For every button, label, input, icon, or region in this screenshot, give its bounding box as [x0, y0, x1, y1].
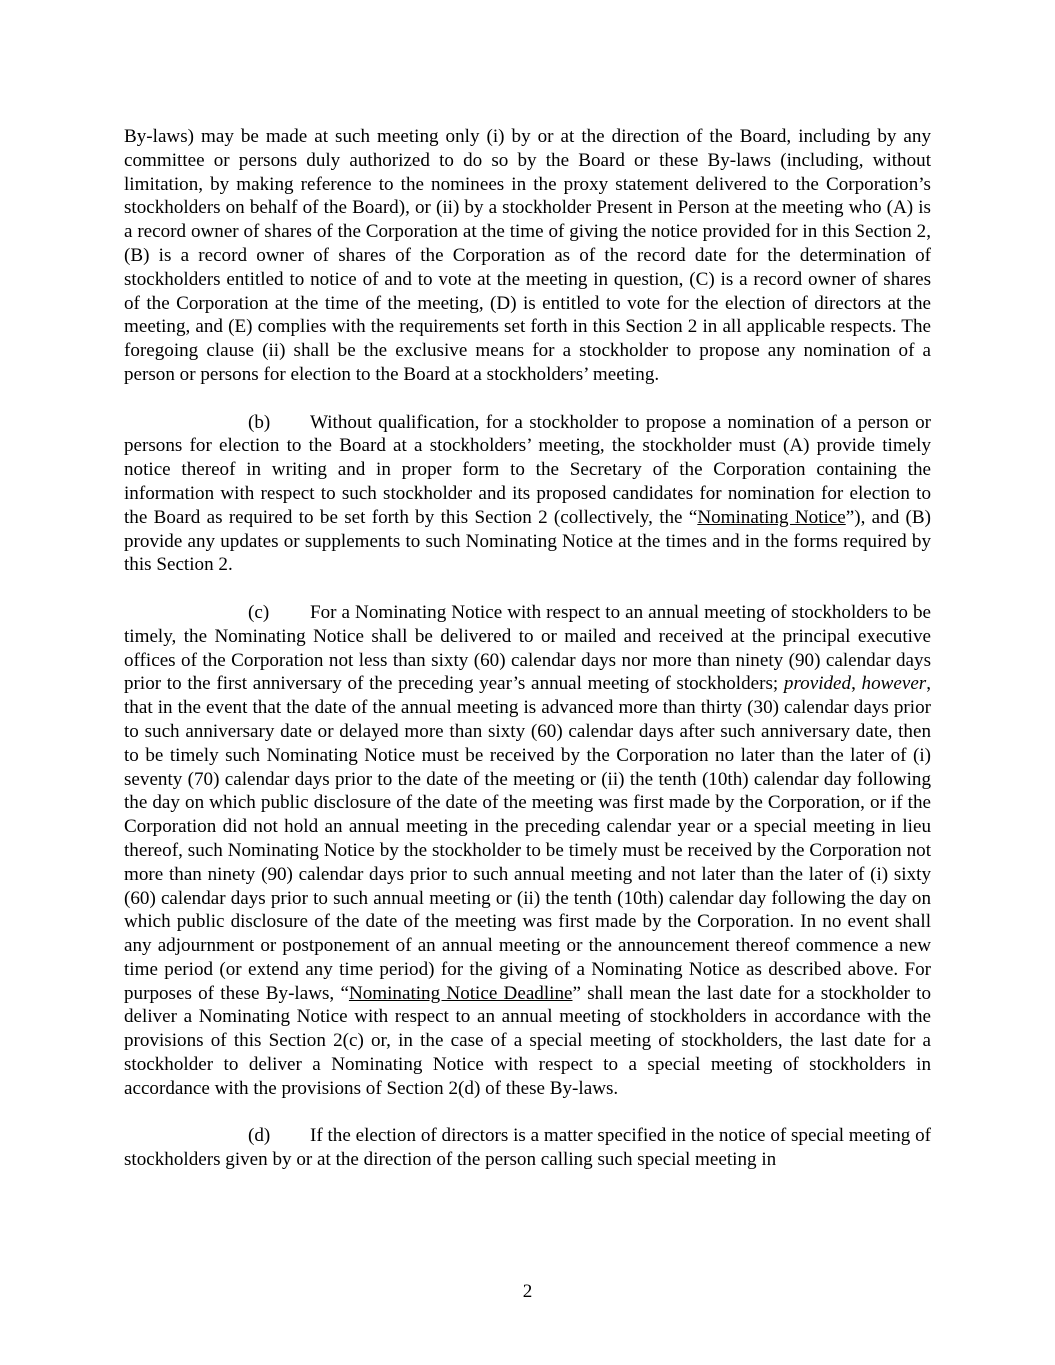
paragraph-c-text-3: ” shall mean the last date for a stockholder to deliver a Nominating Notice with respect to an annual meeting of stockholders in accordance with the provisions of this Section 2(c) or, in the case of a special meeting of stockholders, the last date for a stockholder to deliver a Nominating Notice with respect to a special meeting of stockholders in accordance with the provisions of Section 2(d) of these By-laws. [124, 982, 931, 1099]
page-number: 2 [522, 1281, 533, 1302]
paragraph-d [124, 1124, 931, 1172]
paragraph-c-text-2: , that in the event that the date of the annual meeting is advanced more than thirty (30) calendar days prior to such anniversary date or delayed more than sixty (60) calendar days after such anniversary date, then to be timely such Nominating Notice must be received by the Corporation no later than the later of (i) seventy (70) calendar days prior to the date of the meeting or (ii) the tenth (10th) calendar day following the day on which public disclosure of the date of the meeting was first made by the Corporation, or if the Corporation did not hold an annual meeting in the preceding calendar year or a special meeting in lieu thereof, such Nominating Notice by the stockholder to be timely must be received by the Corporation not more than ninety (90) calendar days prior to such annual meeting and not later than the later of (i) sixty (60) calendar days prior to such annual meeting or (ii) the tenth (10th) calendar day following the day on which public disclosure of the date of the meeting was first made by the Corporation. In no event shall any adjournment or postponement of an annual meeting or the announcement thereof commence a new time period (or extend any time period) for the giving of a Nominating Notice as described above. For purposes of these By-laws, “ [124, 673, 932, 1004]
document-body [124, 125, 931, 1196]
paragraph-b-text-1: Without qualification, for a stockholder to propose a nomination of a person or persons for election to the Board at a stockholders’ meeting, the stockholder must (A) provide timely notice thereof in writing and in proper form to the Secretary of the Corporation containing the information with respect to such stockholder and its proposed candidates for nomination for election to the Board as required to be set forth by this Section 2 (collectively, the “ [124, 411, 931, 528]
paragraph-c-label: (c) [248, 601, 270, 623]
paragraph-c [124, 601, 931, 1101]
paragraph-d-label: (d) [248, 1125, 271, 1147]
paragraph-c-comma: , [851, 673, 862, 695]
paragraph-continuation [124, 125, 931, 387]
paragraph-d-text-1: If the election of directors is a matter specified in the notice of special meeting of stockholders given by or at the direction of the person calling such special meeting in [124, 1125, 931, 1171]
defined-term-nominating-notice-deadline: Nominating Notice Deadline [348, 982, 573, 1004]
paragraph-b [124, 411, 931, 578]
paragraph-b-label: (b) [248, 411, 271, 433]
defined-term-nominating-notice: Nominating Notice [697, 506, 846, 528]
italic-however: however [861, 673, 927, 695]
paragraph-continuation-text: By-laws) may be made at such meeting only (i) by or at the direction of the Board, including by any committee or persons duly authorized to do so by the Board or these By-laws (including, without limitation, by making reference to the nominees in the proxy statement delivered to the Corporation’s stockholders on behalf of the Board), or (ii) by a stockholder Present in Person at the meeting who (A) is a record owner of shares of the Corporation at the time of giving the notice provided for in this Section 2, (B) is a record owner of shares of the Corporation as of the record date for the determination of stockholders entitled to notice of and to vote at the meeting in question, (C) is a record owner of shares of the Corporation at the time of the meeting, (D) is entitled to vote for the election of directors at the meeting, and (E) complies with the requirements set forth in this Section 2 in all applicable respects. The foregoing clause (ii) shall be the exclusive means for a stockholder to propose any nomination of a person or persons for election to the Board at a stockholders’ meeting. [124, 126, 931, 385]
italic-provided: provided [783, 673, 852, 695]
paragraph-c-text-1: For a Nominating Notice with respect to an annual meeting of stockholders to be timely, the Nominating Notice shall be delivered to or mailed and received at the principal executive offices of the Corporation not less than sixty (60) calendar days nor more than ninety (90) calendar days prior to the first anniversary of the preceding year’s annual meeting of stockholders; [124, 601, 931, 695]
paragraph-b-text-2: ”), and (B) provide any updates or supplements to such Nominating Notice at the times and in the forms required by this Section 2. [124, 506, 931, 576]
